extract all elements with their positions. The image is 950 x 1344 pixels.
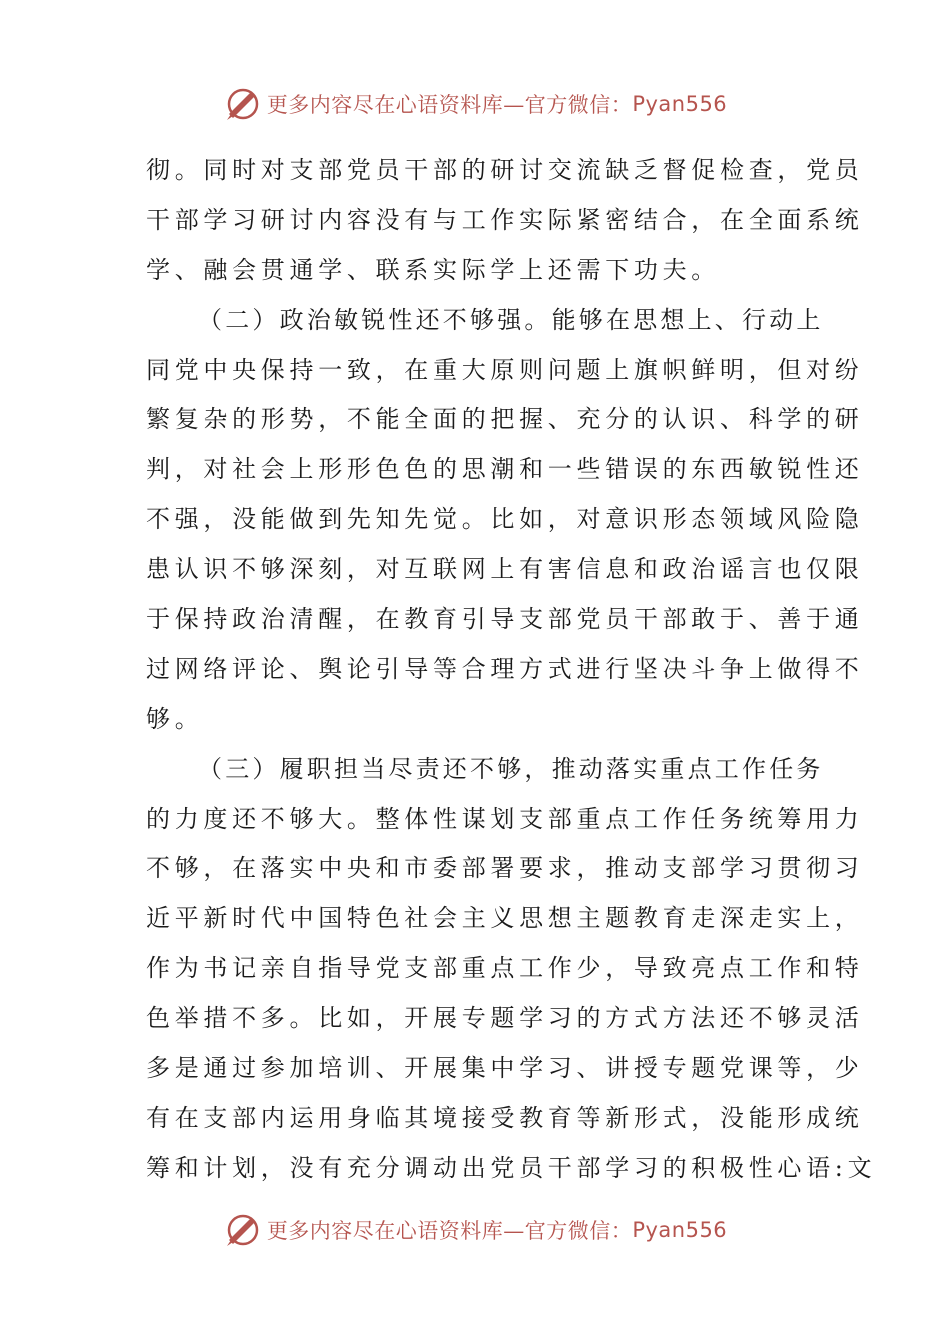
header-wechat-id: Pyan556 bbox=[632, 92, 728, 116]
text-line: 作为书记亲自指导党支部重点工作少，导致亮点工作和特 bbox=[146, 954, 864, 983]
text-line: 筹和计划，没有充分调动出党员干部学习的积极性心语:文 bbox=[146, 1153, 877, 1182]
text-line: 患认识不够深刻，对互联网上有害信息和政治谣言也仅限 bbox=[146, 555, 864, 584]
text-line: 干部学习研讨内容没有与工作实际紧密结合，在全面系统 bbox=[146, 205, 864, 234]
footer-wechat-id: Pyan556 bbox=[632, 1218, 728, 1242]
text-line: 够。 bbox=[146, 704, 204, 733]
section-heading-line: （二）政治敏锐性还不够强。能够在思想上、行动上 bbox=[198, 305, 824, 334]
text-line: 有在支部内运用身临其境接受教育等新形式，没能形成统 bbox=[146, 1103, 864, 1132]
text-line: 于保持政治清醒，在教育引导支部党员干部敢于、善于通 bbox=[146, 605, 864, 634]
text-line: 过网络评论、舆论引导等合理方式进行坚决斗争上做得不 bbox=[146, 654, 864, 683]
section-heading-line: （三）履职担当尽责还不够，推动落实重点工作任务 bbox=[198, 754, 824, 783]
text-line: 学、融会贯通学、联系实际学上还需下功夫。 bbox=[146, 255, 720, 284]
footer-banner-text: 更多内容尽在心语资料库—官方微信： bbox=[266, 1219, 633, 1243]
text-line: 繁复杂的形势，不能全面的把握、充分的认识、科学的研 bbox=[146, 405, 864, 434]
document-body bbox=[146, 146, 877, 1194]
text-line: 不强，没能做到先知先觉。比如，对意识形态领域风险隐 bbox=[146, 505, 864, 534]
pen-logo-icon bbox=[223, 1210, 263, 1250]
text-line: 判，对社会上形形色色的思潮和一些错误的东西敏锐性还 bbox=[146, 455, 864, 484]
header-banner bbox=[0, 82, 950, 126]
text-line: 多是通过参加培训、开展集中学习、讲授专题党课等，少 bbox=[146, 1054, 864, 1083]
pen-logo-icon bbox=[223, 84, 263, 124]
text-line: 不够，在落实中央和市委部署要求，推动支部学习贯彻习 bbox=[146, 854, 864, 883]
footer-banner bbox=[0, 1208, 950, 1252]
text-line: 近平新时代中国特色社会主义思想主题教育走深走实上， bbox=[146, 904, 864, 933]
text-line: 彻。同时对支部党员干部的研讨交流缺乏督促检查，党员 bbox=[146, 156, 864, 184]
text-line: 色举措不多。比如，开展专题学习的方式方法还不够灵活 bbox=[146, 1004, 864, 1033]
text-line: 同党中央保持一致，在重大原则问题上旗帜鲜明，但对纷 bbox=[146, 355, 864, 384]
text-line: 的力度还不够大。整体性谋划支部重点工作任务统筹用力 bbox=[146, 804, 864, 833]
header-banner-text: 更多内容尽在心语资料库—官方微信： bbox=[266, 93, 633, 117]
